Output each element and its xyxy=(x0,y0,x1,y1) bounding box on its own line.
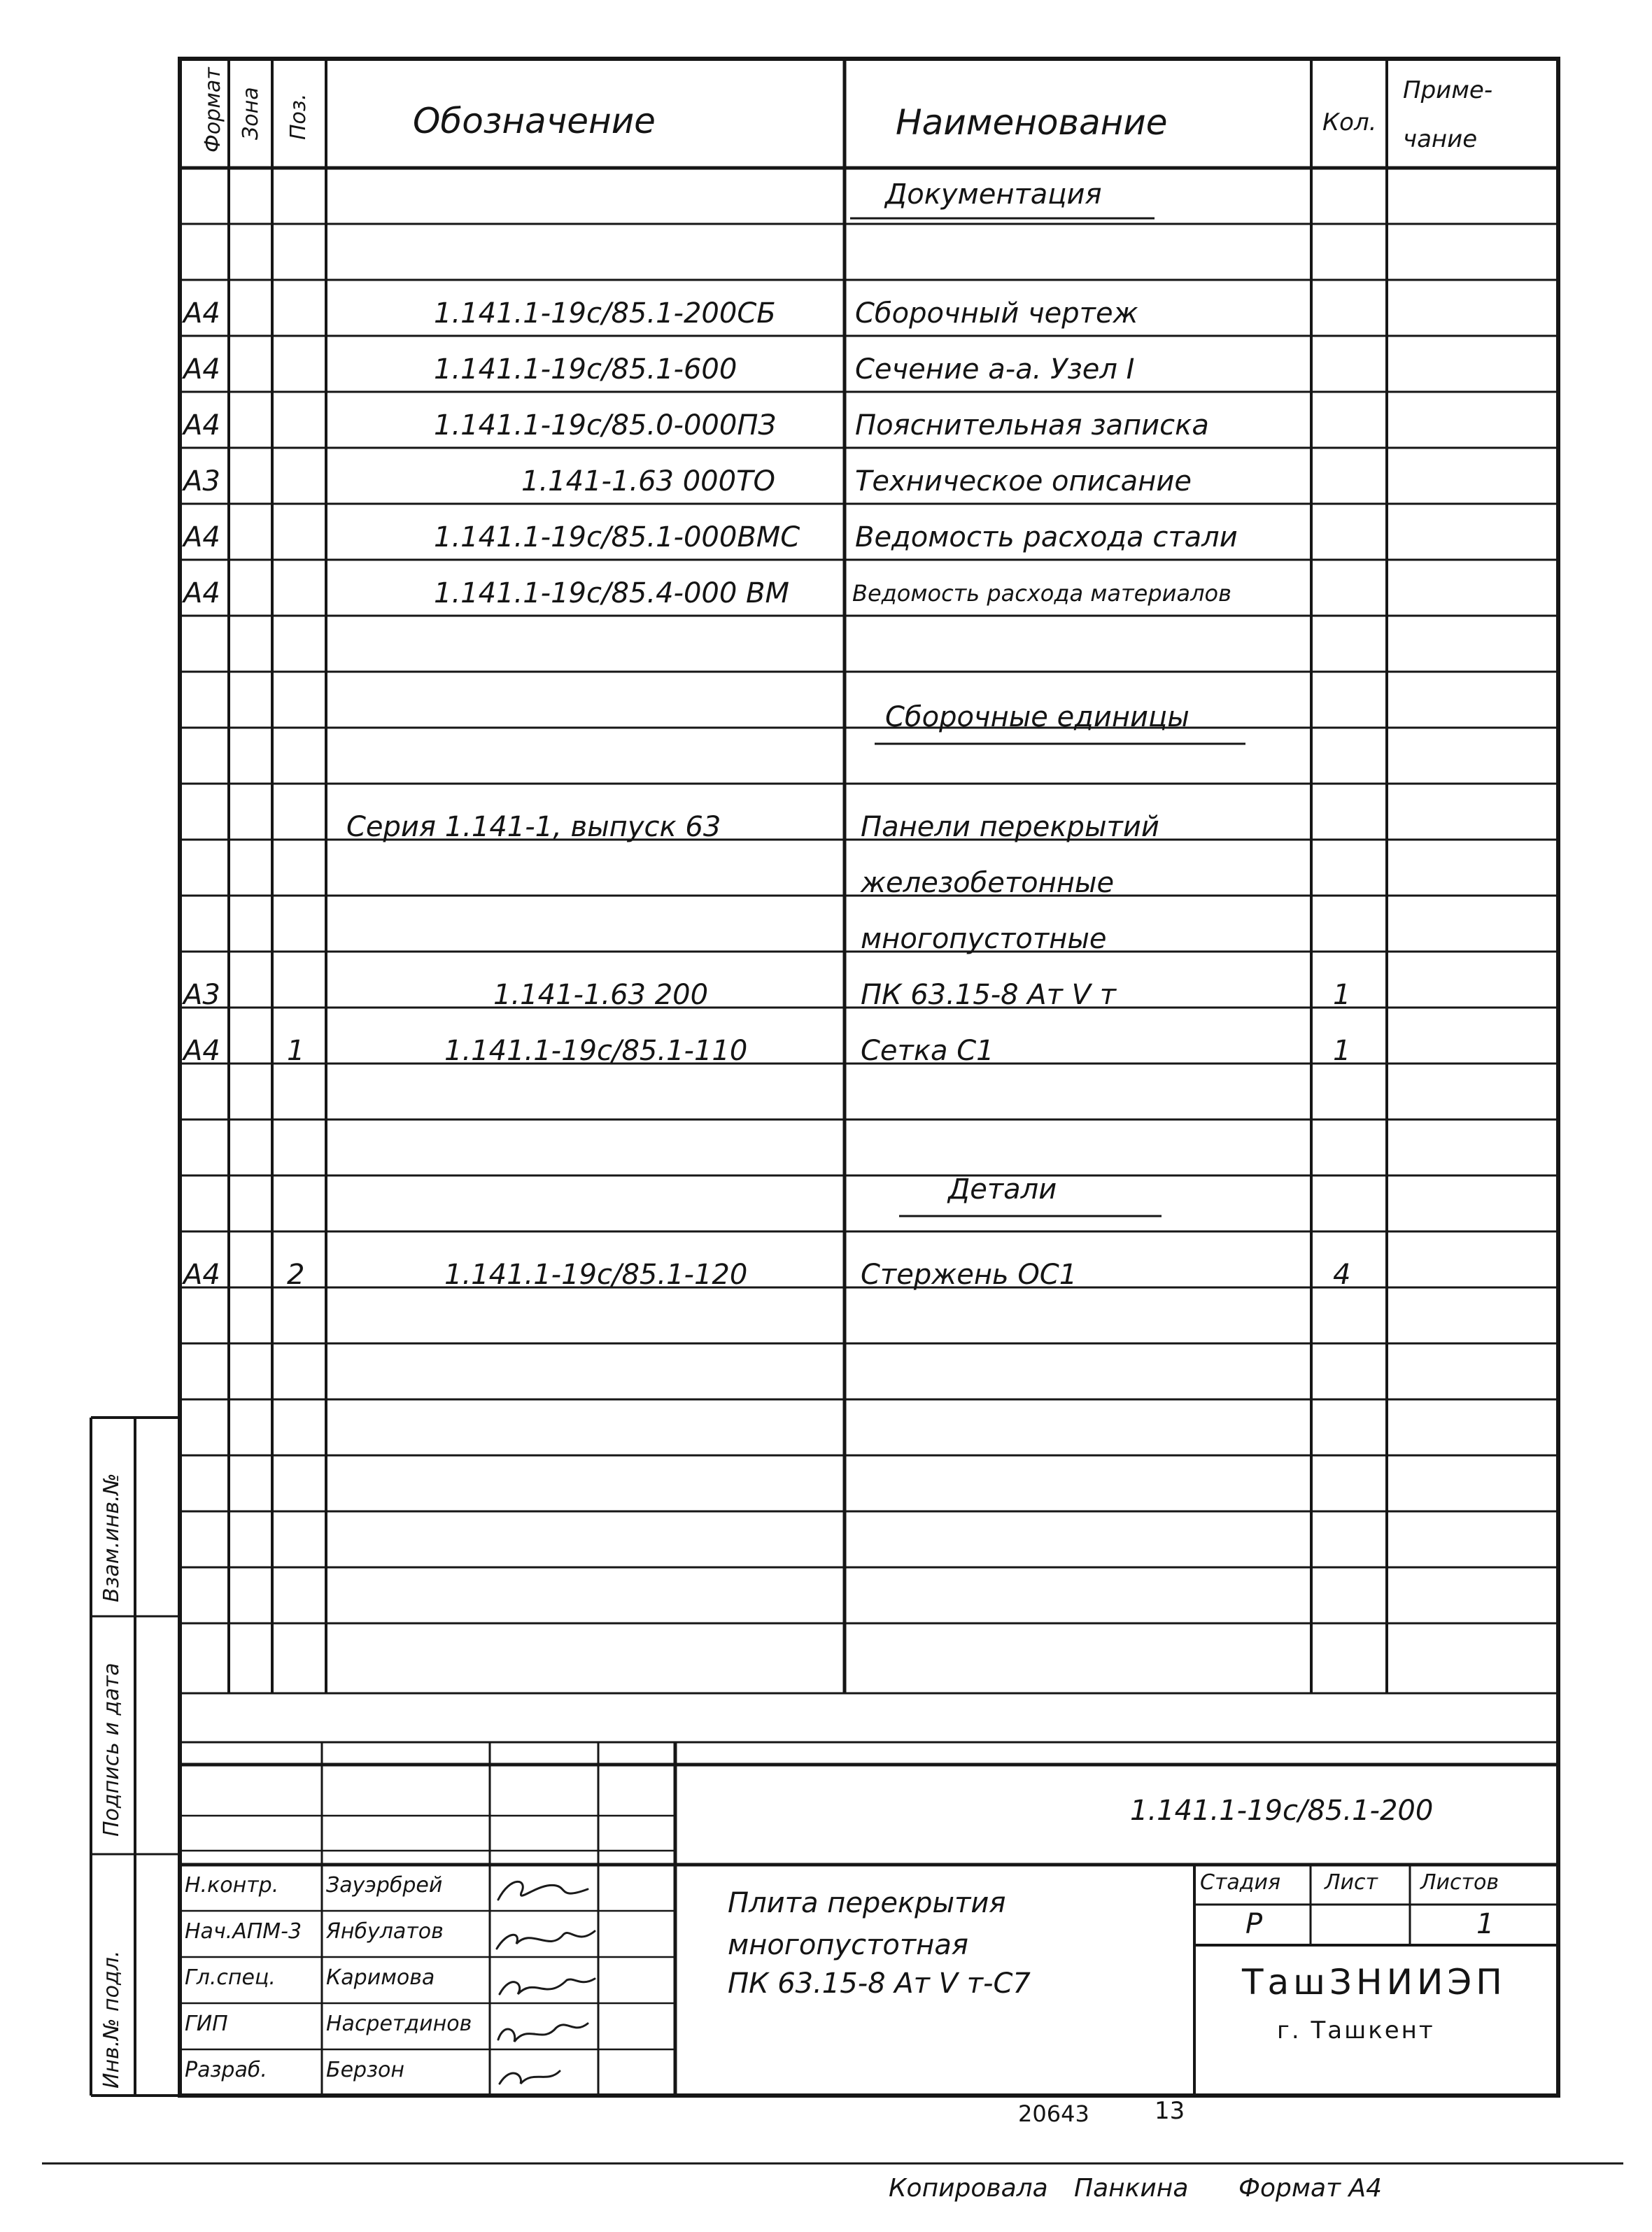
row-format: А4 xyxy=(183,353,220,386)
row-qty: 4 xyxy=(1333,1259,1351,1291)
side-inv-replace: Взам.инв.№ xyxy=(99,1473,124,1602)
header-format: Формат xyxy=(201,67,225,153)
signature-stroke xyxy=(498,2023,588,2042)
row-format: А3 xyxy=(183,979,220,1011)
format-label: Формат А4 xyxy=(1238,2174,1383,2203)
product-title-1: Плита перекрытия xyxy=(728,1887,1006,1919)
signature-stroke xyxy=(500,2071,560,2084)
role-label: Нач.АПМ-3 xyxy=(185,1919,302,1944)
row-name: железобетонные xyxy=(861,867,1115,899)
doc-code: 1.141.1-19с/85.1-200 xyxy=(1130,1795,1434,1827)
signature-stroke xyxy=(498,1881,588,1900)
organization-city: г. Ташкент xyxy=(1277,2016,1435,2044)
signature-stroke xyxy=(497,1931,595,1949)
row-pos: 1 xyxy=(287,1035,305,1067)
sheets-label: Листов xyxy=(1420,1870,1499,1895)
row-name: Сечение а-а. Узел I xyxy=(855,353,1135,386)
row-name: Техническое описание xyxy=(855,465,1192,497)
section-details: Детали xyxy=(948,1173,1057,1206)
row-format: А3 xyxy=(183,465,220,497)
row-designation: 1.141-1.63 000ТО xyxy=(521,465,775,497)
row-format: А4 xyxy=(183,409,220,442)
copier-name: Панкина xyxy=(1074,2174,1189,2203)
side-inv-orig: Инв.№ подл. xyxy=(99,1950,124,2089)
row-format: А4 xyxy=(183,577,220,609)
product-title-2: многопустотная xyxy=(728,1929,968,1961)
row-designation: 1.141.1-19с/85.1-110 xyxy=(444,1035,748,1067)
header-designation: Обозначение xyxy=(413,101,656,141)
signature-stroke xyxy=(500,1979,595,1994)
product-title-3: ПК 63.15-8 Ат V т-С7 xyxy=(728,1968,1031,2000)
row-designation: 1.141.1-19с/85.1-000ВМС xyxy=(434,521,800,553)
header-qty: Кол. xyxy=(1322,108,1377,136)
signatures xyxy=(490,1861,602,2099)
row-designation: 1.141.1-19с/85.1-120 xyxy=(444,1259,748,1291)
header-note-1: Приме- xyxy=(1403,76,1493,104)
row-designation: 1.141.1-19с/85.1-200СБ xyxy=(434,297,776,330)
row-designation: 1.141.1-19с/85.1-600 xyxy=(434,353,737,386)
section-documentation: Документация xyxy=(885,178,1102,211)
row-name: Ведомость расхода стали xyxy=(855,521,1238,553)
role-person: Каримова xyxy=(326,1965,435,1990)
role-label: Разраб. xyxy=(185,2058,267,2082)
role-person: Зауэрбрей xyxy=(326,1873,443,1898)
row-format: А4 xyxy=(183,297,220,330)
row-format: А4 xyxy=(183,1035,220,1067)
row-qty: 1 xyxy=(1333,979,1351,1011)
row-name: Ведомость расхода материалов xyxy=(852,580,1231,607)
sheets-value: 1 xyxy=(1476,1908,1495,1940)
row-name: ПК 63.15-8 Ат V т xyxy=(861,979,1117,1011)
row-name: Сборочный чертеж xyxy=(855,297,1138,330)
row-pos: 2 xyxy=(287,1259,305,1291)
role-label: Гл.спец. xyxy=(185,1965,276,1990)
row-designation: 1.141.1-19с/85.0-000ПЗ xyxy=(434,409,777,442)
archive-number: 20643 xyxy=(1018,2100,1089,2127)
side-sign-date: Подпись и дата xyxy=(99,1662,124,1837)
row-designation: 1.141-1.63 200 xyxy=(493,979,709,1011)
row-name: Пояснительная записка xyxy=(855,409,1209,442)
stage-label: Стадия xyxy=(1200,1870,1281,1895)
row-name: многопустотные xyxy=(861,923,1107,955)
role-label: Н.контр. xyxy=(185,1873,279,1898)
role-person: Берзон xyxy=(326,2058,405,2082)
role-person: Насретдинов xyxy=(326,2012,472,2036)
role-label: ГИП xyxy=(185,2012,228,2036)
row-format: А4 xyxy=(183,1259,220,1291)
header-note-2: чание xyxy=(1403,125,1478,153)
row-name: Панели перекрытий xyxy=(861,811,1159,843)
header-zone: Зона xyxy=(239,87,263,140)
header-pos: Поз. xyxy=(286,93,311,140)
row-designation: Серия 1.141-1, выпуск 63 xyxy=(346,811,721,843)
row-name: Сетка С1 xyxy=(861,1035,994,1067)
row-qty: 1 xyxy=(1333,1035,1351,1067)
row-designation: 1.141.1-19с/85.4-000 ВМ xyxy=(434,577,789,609)
copied-label: Копировала xyxy=(889,2174,1048,2203)
header-name: Наименование xyxy=(896,102,1168,143)
role-person: Янбулатов xyxy=(326,1919,444,1944)
row-format: А4 xyxy=(183,521,220,553)
row-name: Стержень ОС1 xyxy=(861,1259,1078,1291)
sheet-label: Лист xyxy=(1325,1870,1378,1895)
organization-name: ТашЗНИИЭП xyxy=(1242,1962,1506,2003)
stage-value: Р xyxy=(1245,1908,1263,1940)
section-assembly-units: Сборочные единицы xyxy=(885,701,1189,733)
page-number: 13 xyxy=(1155,2097,1185,2125)
